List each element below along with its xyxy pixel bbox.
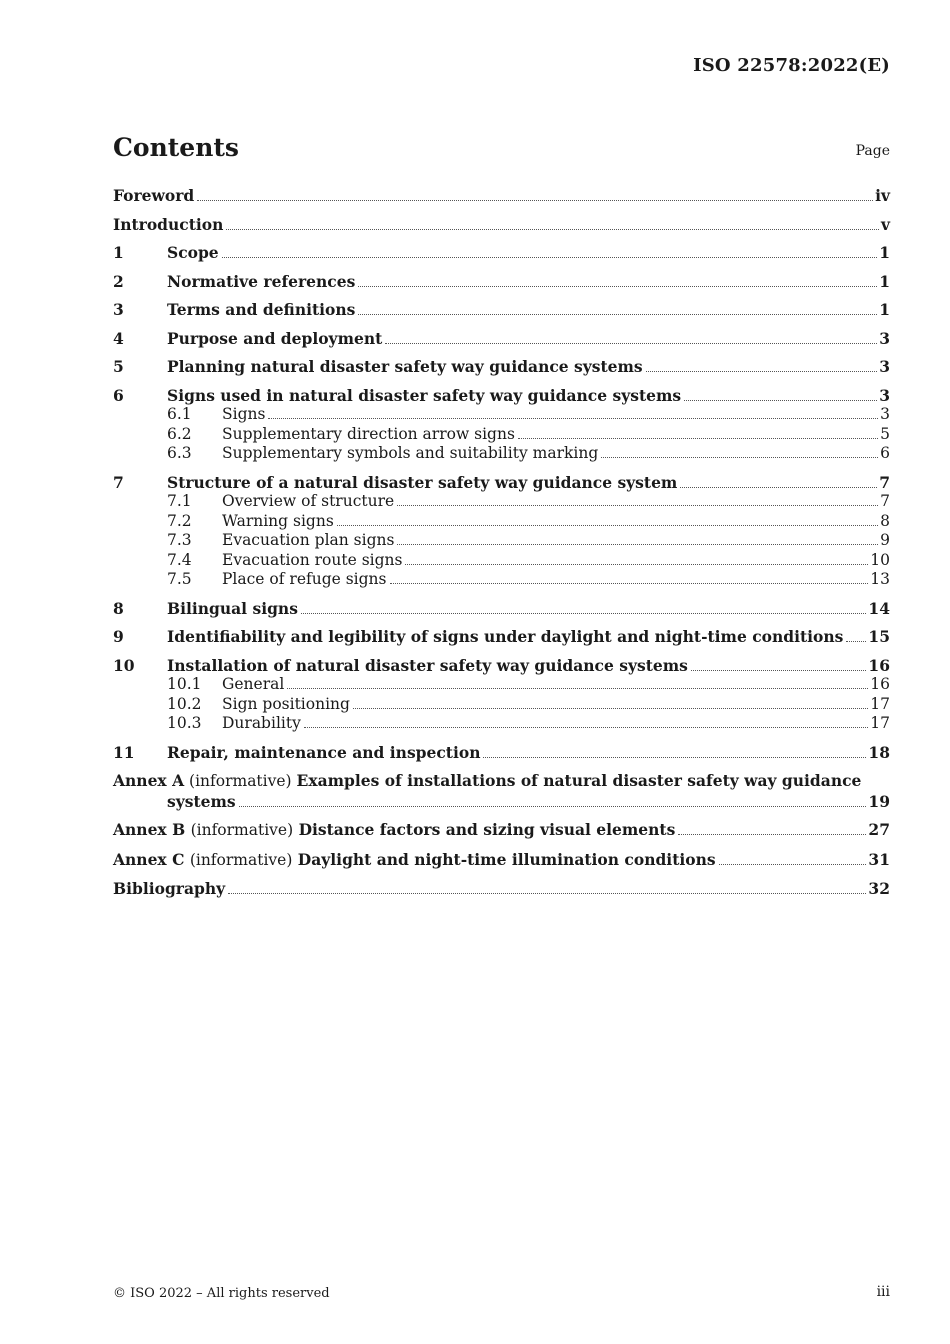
dot-leader	[390, 583, 869, 584]
toc-title: Repair, maintenance and inspection	[167, 742, 481, 762]
dot-leader	[684, 400, 877, 401]
toc-number: 5	[113, 357, 124, 376]
toc-title: Signs used in natural disaster safety way guidance systems	[167, 385, 682, 405]
toc-title: Place of refuge signs	[222, 570, 387, 588]
toc-entry-clause-10	[113, 656, 890, 734]
toc-page: 31	[868, 849, 890, 869]
toc-number: 10.3	[167, 714, 202, 732]
toc-page: 1	[879, 271, 890, 291]
toc-entry-clause-9[interactable]	[113, 627, 890, 647]
toc-number: 6.2	[167, 424, 192, 443]
toc-number: 2	[113, 271, 124, 291]
dot-leader	[226, 229, 879, 230]
toc-subentry[interactable]	[113, 551, 890, 571]
annex-title: Daylight and night-time illumination conditions	[297, 849, 716, 869]
dot-leader	[222, 257, 878, 258]
toc-page: 9	[880, 531, 890, 549]
toc-number: 10	[113, 655, 135, 675]
toc-subentry[interactable]	[113, 531, 890, 551]
toc-number: 6.1	[167, 405, 192, 423]
annex-note: (informative)	[190, 821, 294, 839]
toc-number: 7.1	[167, 492, 192, 510]
toc-page: 10	[870, 550, 890, 569]
dot-leader	[358, 286, 877, 287]
toc-page: 8	[880, 511, 890, 530]
toc-title: Scope	[167, 243, 219, 262]
toc-number: 8	[113, 598, 124, 618]
annex-title: Distance factors and sizing visual elements	[298, 820, 676, 839]
toc-page: 6	[880, 444, 890, 462]
toc-title: Bilingual signs	[167, 598, 298, 618]
toc-title: Normative references	[167, 271, 356, 291]
dot-leader	[719, 864, 867, 865]
dot-leader	[287, 688, 868, 689]
toc-main-line[interactable]	[113, 473, 890, 493]
toc-number: 1	[113, 243, 124, 262]
page-title: Contents	[113, 133, 240, 162]
toc-entry-clause-2[interactable]	[113, 272, 890, 292]
dot-leader	[304, 727, 868, 728]
toc-page: 14	[868, 598, 890, 618]
toc-page: 15	[868, 627, 890, 646]
toc-page: 1	[879, 243, 890, 262]
toc-page: 17	[870, 694, 890, 713]
toc-entry-clause-4[interactable]	[113, 329, 890, 349]
toc-number: 11	[113, 742, 135, 762]
footer-copyright: © ISO 2022 – All rights reserved	[113, 1286, 330, 1301]
toc-title: Identifiability and legibility of signs under daylight and night-time conditions	[167, 627, 844, 646]
page-column-label: Page	[855, 143, 890, 159]
toc-page: 13	[870, 570, 890, 588]
toc-page: iv	[875, 186, 890, 205]
toc-entry-introduction[interactable]	[113, 215, 890, 235]
annex-note: (informative)	[189, 772, 292, 790]
toc-number: 7.4	[167, 550, 192, 569]
toc-entry-clause-7	[113, 473, 890, 590]
dot-leader	[483, 757, 866, 758]
toc-entry-clause-1[interactable]	[113, 243, 890, 263]
toc-title: Evacuation route signs	[222, 550, 403, 569]
toc-entry-annex-b[interactable]	[113, 820, 890, 841]
dot-leader	[397, 544, 878, 545]
annex-note: (informative)	[189, 850, 293, 869]
toc-number: 6.3	[167, 444, 192, 462]
toc-title: Bibliography	[113, 879, 226, 898]
toc-entry-bibliography[interactable]	[113, 879, 890, 899]
toc-page: 19	[868, 791, 890, 811]
dot-leader	[301, 613, 867, 614]
annex-label: Annex C	[113, 849, 185, 869]
toc-title: Overview of structure	[222, 492, 395, 510]
dot-leader	[397, 505, 878, 506]
dot-leader	[678, 834, 866, 835]
toc-page: 18	[868, 742, 890, 762]
dot-leader	[646, 371, 878, 372]
toc-number: 4	[113, 328, 124, 348]
toc-title: Warning signs	[222, 511, 334, 530]
annex-label: Annex A	[113, 771, 185, 790]
toc-subentry[interactable]	[113, 425, 890, 445]
dot-leader	[601, 457, 878, 458]
toc-page: 7	[879, 472, 890, 492]
toc-title: Durability	[222, 714, 301, 732]
toc-number: 6	[113, 385, 124, 405]
dot-leader	[353, 708, 868, 709]
toc-title: Foreword	[113, 186, 195, 205]
toc-subentry[interactable]	[113, 512, 890, 532]
toc-number: 7.2	[167, 511, 192, 530]
toc-page: 16	[870, 675, 890, 693]
toc-number: 3	[113, 300, 124, 319]
toc-subentry[interactable]	[113, 675, 890, 695]
annex-label: Annex B	[113, 820, 186, 839]
toc-subentry[interactable]	[113, 570, 890, 590]
dot-leader	[197, 200, 873, 201]
toc-entry-clause-3[interactable]	[113, 300, 890, 320]
toc-entry-clause-8[interactable]	[113, 599, 890, 619]
toc-main-line[interactable]	[113, 656, 890, 676]
annex-title-continued: systems	[167, 791, 236, 811]
toc-subentry[interactable]	[113, 492, 890, 512]
toc-title: Supplementary symbols and suitability marking	[222, 444, 599, 462]
toc-title: Installation of natural disaster safety way guidance systems	[167, 655, 688, 675]
toc-title: Sign positioning	[222, 694, 350, 713]
toc-page: 3	[879, 385, 890, 405]
toc-title: Structure of a natural disaster safety way guidance system	[167, 472, 678, 492]
toc-title: Planning natural disaster safety way guidance systems	[167, 357, 643, 376]
toc-title: Purpose and deployment	[167, 328, 383, 348]
dot-leader	[268, 418, 878, 419]
toc-page: 3	[879, 357, 890, 376]
dot-leader	[358, 314, 877, 315]
dot-leader	[691, 670, 867, 671]
footer-page-number: iii	[876, 1284, 890, 1300]
toc-entry-clause-5[interactable]	[113, 357, 890, 377]
toc-page: v	[880, 214, 890, 234]
toc-subentry[interactable]	[113, 444, 890, 464]
dot-leader	[337, 525, 878, 526]
toc-page: 17	[870, 714, 890, 732]
toc-title: Terms and definitions	[167, 300, 356, 319]
toc-page: 7	[880, 492, 890, 510]
toc-entry-annex-a[interactable]	[113, 771, 890, 811]
dot-leader	[405, 564, 868, 565]
toc-number: 10.2	[167, 694, 202, 713]
toc-page: 1	[879, 300, 890, 319]
annex-title: Examples of installations of natural disaster safety way guidance	[296, 771, 862, 790]
toc-number: 9	[113, 627, 124, 646]
toc-number: 7.5	[167, 570, 192, 588]
toc-entry-clause-6	[113, 386, 890, 464]
dot-leader	[228, 893, 866, 894]
toc-page: 3	[880, 405, 890, 423]
dot-leader	[680, 487, 877, 488]
toc-title: General	[222, 675, 285, 693]
toc-main-line[interactable]	[113, 386, 890, 406]
toc-subentry[interactable]	[113, 714, 890, 734]
dot-leader	[518, 438, 878, 439]
toc-number: 7.3	[167, 531, 192, 549]
table-of-contents	[113, 186, 890, 899]
toc-page: 5	[880, 424, 890, 443]
dot-leader	[846, 641, 866, 642]
toc-title: Introduction	[113, 214, 224, 234]
toc-number: 7	[113, 472, 124, 492]
toc-entry-annex-c[interactable]	[113, 850, 890, 871]
toc-page: 32	[868, 879, 890, 898]
toc-page: 27	[868, 820, 890, 839]
toc-title: Signs	[222, 405, 266, 423]
dot-leader	[239, 806, 867, 807]
toc-title: Evacuation plan signs	[222, 531, 395, 549]
toc-subentry[interactable]	[113, 405, 890, 425]
toc-entry-foreword[interactable]	[113, 186, 890, 206]
toc-number: 10.1	[167, 675, 202, 693]
toc-entry-clause-11[interactable]	[113, 743, 890, 763]
dot-leader	[385, 343, 877, 344]
document-id: ISO 22578:2022(E)	[693, 55, 890, 76]
toc-page: 3	[879, 328, 890, 348]
toc-page: 16	[868, 655, 890, 675]
toc-subentry[interactable]	[113, 695, 890, 715]
toc-title: Supplementary direction arrow signs	[222, 424, 515, 443]
